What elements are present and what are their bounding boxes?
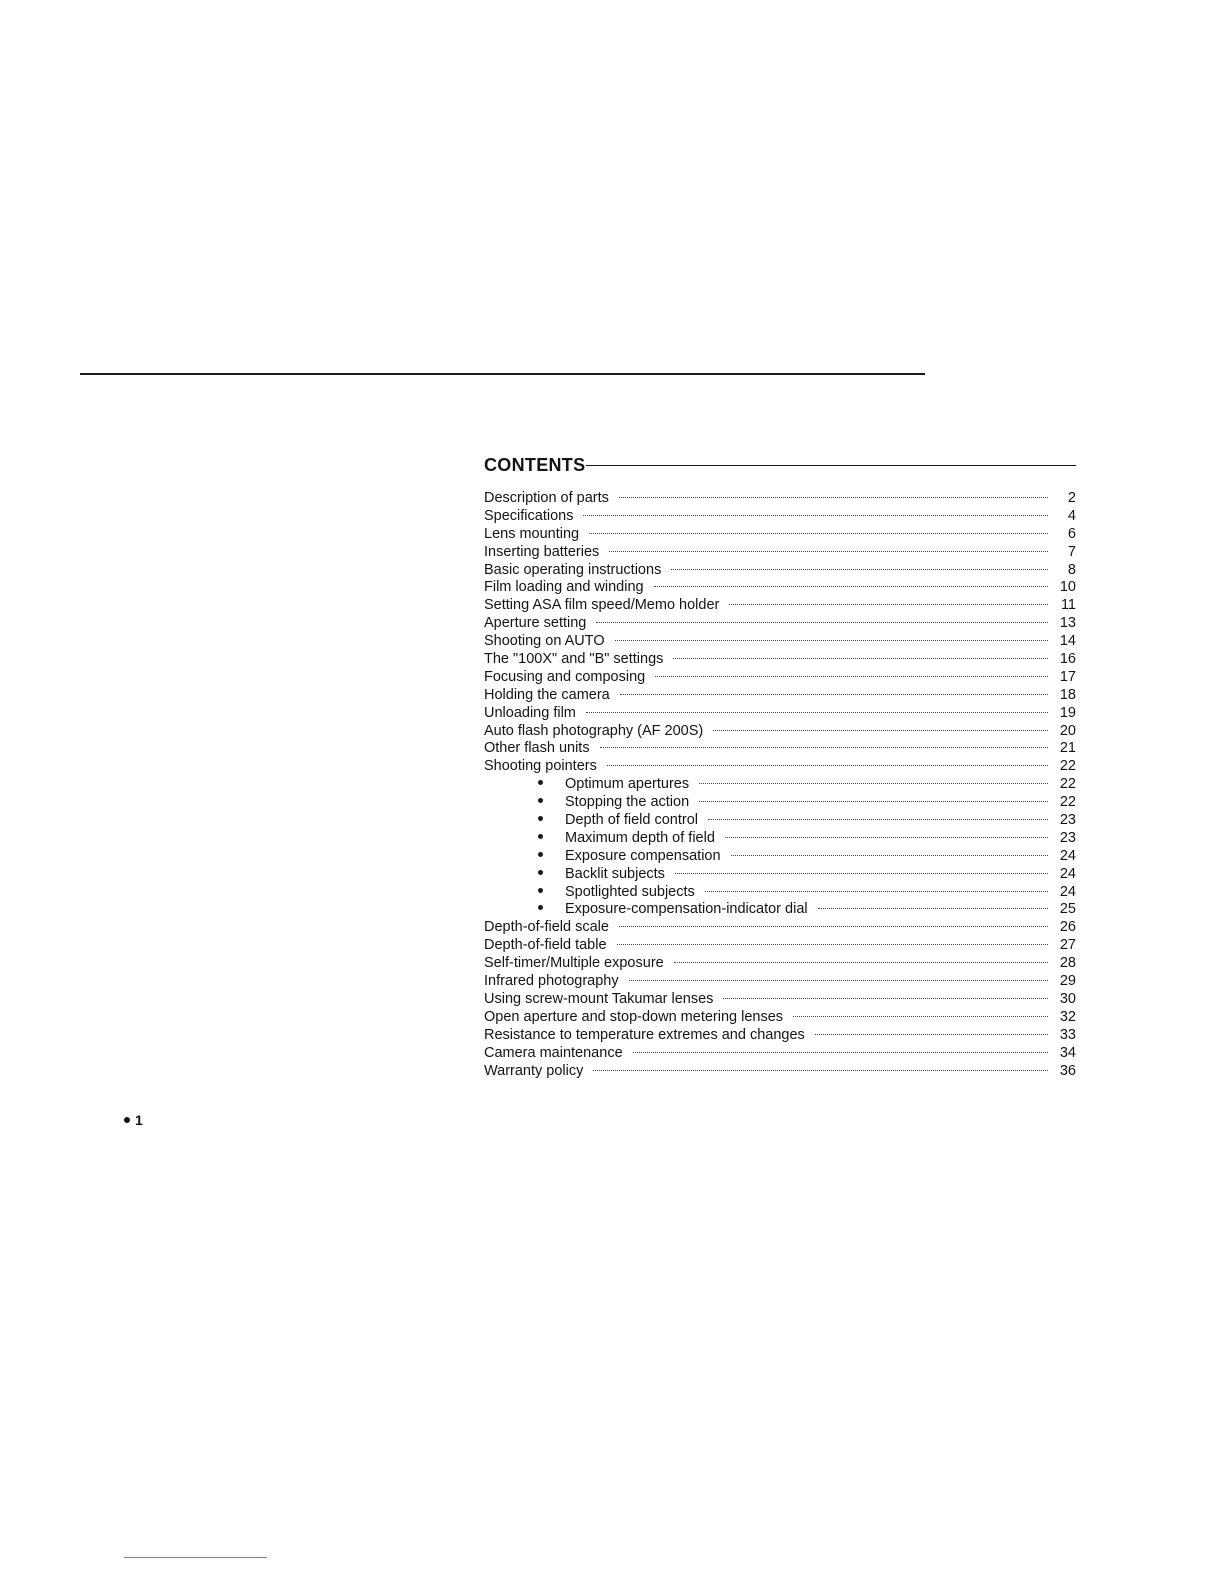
bullet-icon <box>538 780 543 785</box>
toc-entry-page: 28 <box>1059 955 1076 972</box>
dot-leader <box>731 855 1048 856</box>
toc-entry-page: 7 <box>1067 543 1076 560</box>
toc-entry-label: Self-timer/Multiple exposure <box>484 955 664 972</box>
dot-leader <box>793 1016 1048 1017</box>
toc-entry-label: Maximum depth of field <box>565 829 715 846</box>
toc-entry <box>484 705 1084 723</box>
toc-subentry <box>484 901 1084 919</box>
toc-entry-page: 22 <box>1059 758 1076 775</box>
toc-entry <box>484 508 1084 526</box>
toc-subentry <box>484 848 1084 866</box>
toc-subentry <box>484 884 1084 902</box>
toc-entry <box>484 669 1084 687</box>
toc-entry-page: 20 <box>1059 722 1076 739</box>
toc-entry-page: 33 <box>1059 1026 1076 1043</box>
toc-entry-label: Warranty policy <box>484 1062 584 1079</box>
contents-title-rule <box>586 465 1076 466</box>
toc-entry <box>484 687 1084 705</box>
toc-entry-page: 6 <box>1067 525 1076 542</box>
dot-leader <box>629 980 1048 981</box>
toc-entry-label: Depth-of-field table <box>484 937 607 954</box>
toc-entry-page: 8 <box>1067 561 1076 578</box>
bullet-icon <box>538 834 543 839</box>
toc-entry-label: Inserting batteries <box>484 543 600 560</box>
dot-leader <box>729 604 1048 605</box>
dot-leader <box>607 765 1048 766</box>
toc-entry-page: 29 <box>1059 973 1076 990</box>
dot-leader <box>600 747 1048 748</box>
toc-entry-page: 26 <box>1059 919 1076 936</box>
toc-entry-page: 2 <box>1067 490 1076 506</box>
toc-entry <box>484 615 1084 633</box>
dot-leader <box>674 962 1048 963</box>
toc-entry-page: 13 <box>1059 615 1076 632</box>
toc-entry <box>484 1027 1084 1045</box>
toc-entry-page: 23 <box>1059 812 1076 829</box>
bullet-icon <box>538 816 543 821</box>
dot-leader <box>633 1052 1048 1053</box>
bottom-rule <box>124 1557 267 1558</box>
toc-entry <box>484 937 1084 955</box>
toc-entry <box>484 633 1084 651</box>
toc-entry <box>484 562 1084 580</box>
dot-leader <box>705 891 1048 892</box>
toc-entry-page: 16 <box>1059 651 1076 668</box>
toc-entry <box>484 991 1084 1009</box>
toc-entry-label: Optimum apertures <box>565 776 690 793</box>
toc-entry-page: 23 <box>1059 829 1076 846</box>
toc-entry-page: 36 <box>1059 1062 1076 1079</box>
toc-entry-label: Resistance to temperature extremes and changes <box>484 1026 805 1043</box>
bullet-icon <box>124 1117 130 1123</box>
toc-entry <box>484 544 1084 562</box>
toc-entry-page: 19 <box>1059 704 1076 721</box>
toc-entry-page: 21 <box>1059 740 1076 757</box>
toc-entry-page: 34 <box>1059 1044 1076 1061</box>
toc-entry-page: 24 <box>1059 847 1076 864</box>
toc-entry-page: 11 <box>1060 597 1076 614</box>
dot-leader <box>675 873 1048 874</box>
toc-entry <box>484 597 1084 615</box>
toc-entry-page: 24 <box>1059 865 1076 882</box>
toc-entry <box>484 526 1084 544</box>
toc-subentry <box>484 830 1084 848</box>
bullet-icon <box>538 905 543 910</box>
page-number <box>124 1112 143 1128</box>
dot-leader <box>818 908 1048 909</box>
toc-entry-page: 24 <box>1059 883 1076 900</box>
toc-entry-label: Depth of field control <box>565 812 698 829</box>
dot-leader <box>619 497 1048 498</box>
toc-entry <box>484 973 1084 991</box>
toc-entry-label: Auto flash photography (AF 200S) <box>484 722 704 739</box>
dot-leader <box>708 819 1048 820</box>
toc-entry-page: 14 <box>1059 633 1076 650</box>
dot-leader <box>586 712 1048 713</box>
toc-entry-label: Exposure-compensation-indicator dial <box>565 901 808 918</box>
toc-entry-page: 32 <box>1059 1008 1076 1025</box>
toc-entry <box>484 723 1084 741</box>
toc-entry-label: Film loading and winding <box>484 579 644 596</box>
toc-entry-label: Shooting pointers <box>484 758 597 775</box>
toc-entry-label: Other flash units <box>484 740 590 757</box>
toc-subentry <box>484 812 1084 830</box>
toc-entry <box>484 1009 1084 1027</box>
toc-entry-page: 22 <box>1059 776 1076 793</box>
toc-entry-page: 22 <box>1059 794 1076 811</box>
toc-entry-page: 10 <box>1059 579 1076 596</box>
dot-leader <box>673 658 1048 659</box>
dot-leader <box>699 783 1048 784</box>
toc-entry-label: Specifications <box>484 507 574 524</box>
toc-entry-label: Holding the camera <box>484 686 610 703</box>
toc-entry <box>484 758 1084 776</box>
toc-entry-label: Stopping the action <box>565 794 690 811</box>
toc-entry-page: 17 <box>1059 668 1076 685</box>
toc-entry-label: The "100X" and "B" settings <box>484 651 664 668</box>
toc-entry-label: Spotlighted subjects <box>565 883 695 900</box>
toc-entry-label: Backlit subjects <box>565 865 665 882</box>
toc-entry-label: Infrared photography <box>484 973 619 990</box>
toc-entry-page: 4 <box>1067 507 1076 524</box>
toc-entry-label: Focusing and composing <box>484 668 646 685</box>
toc-entry-label: Using screw-mount Takumar lenses <box>484 990 714 1007</box>
dot-leader <box>654 586 1048 587</box>
toc-entry <box>484 955 1084 973</box>
dot-leader <box>713 730 1048 731</box>
toc-subentry <box>484 866 1084 884</box>
toc-entry-label: Description of parts <box>484 490 609 506</box>
toc-subentry <box>484 776 1084 794</box>
dot-leader <box>723 998 1048 999</box>
toc-entry-page: 25 <box>1059 901 1076 918</box>
toc-entry-label: Exposure compensation <box>565 847 721 864</box>
top-horizontal-rule <box>80 373 925 375</box>
toc-entry-label: Unloading film <box>484 704 576 721</box>
dot-leader <box>699 801 1048 802</box>
dot-leader <box>615 640 1048 641</box>
dot-leader <box>655 676 1048 677</box>
toc-subentry <box>484 794 1084 812</box>
bullet-icon <box>538 852 543 857</box>
toc-entry-page: 30 <box>1059 990 1076 1007</box>
toc-entry-label: Basic operating instructions <box>484 561 662 578</box>
toc-entry-label: Aperture setting <box>484 615 587 632</box>
dot-leader <box>596 622 1048 623</box>
toc-entry <box>484 740 1084 758</box>
toc-entry-label: Camera maintenance <box>484 1044 623 1061</box>
page-number-label: 1 <box>135 1112 143 1128</box>
dot-leader <box>583 515 1048 516</box>
bullet-icon <box>538 798 543 803</box>
contents-header <box>484 450 1084 480</box>
toc-entry-page: 27 <box>1059 937 1076 954</box>
bullet-icon <box>538 870 543 875</box>
toc-entry <box>484 919 1084 937</box>
toc-entry <box>484 1063 1084 1081</box>
dot-leader <box>617 944 1048 945</box>
toc-entry <box>484 1045 1084 1063</box>
table-of-contents <box>484 450 1084 1080</box>
dot-leader <box>671 569 1048 570</box>
toc-entry <box>484 579 1084 597</box>
bullet-icon <box>538 888 543 893</box>
contents-title: CONTENTS <box>484 454 586 475</box>
dot-leader <box>620 694 1048 695</box>
toc-entry-label: Depth-of-field scale <box>484 919 609 936</box>
toc-entry <box>484 490 1084 508</box>
dot-leader <box>589 533 1048 534</box>
dot-leader <box>593 1070 1048 1071</box>
toc-entry-label: Open aperture and stop-down metering lenses <box>484 1008 784 1025</box>
toc-entry-page: 18 <box>1059 686 1076 703</box>
dot-leader <box>619 926 1048 927</box>
dot-leader <box>725 837 1048 838</box>
toc-entry-label: Shooting on AUTO <box>484 633 605 650</box>
dot-leader <box>815 1034 1048 1035</box>
toc-entry-label: Lens mounting <box>484 525 580 542</box>
toc-entry-label: Setting ASA film speed/Memo holder <box>484 597 720 614</box>
dot-leader <box>609 551 1048 552</box>
toc-list <box>484 490 1084 1080</box>
toc-entry <box>484 651 1084 669</box>
